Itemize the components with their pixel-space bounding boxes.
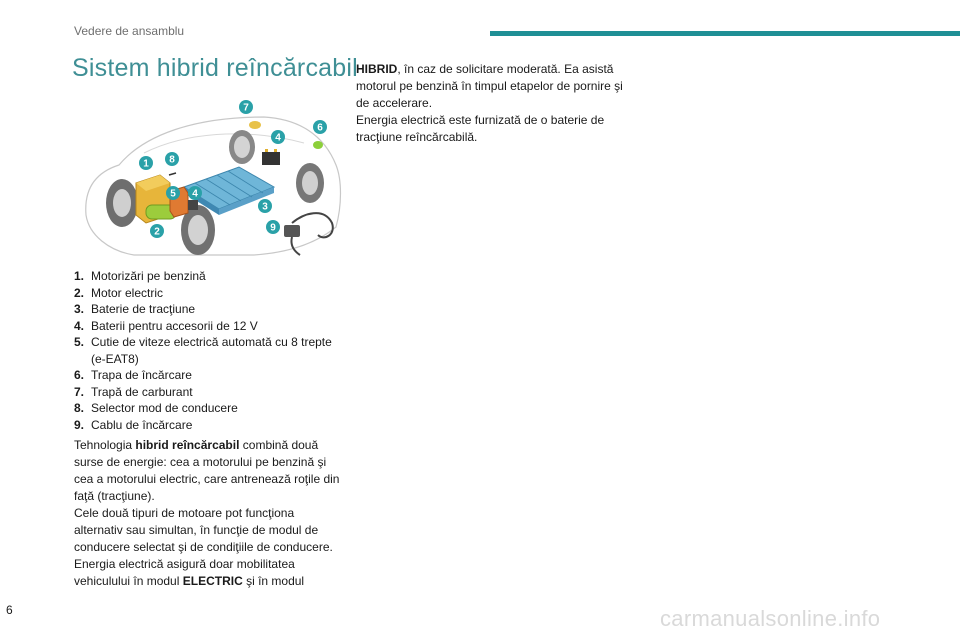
svg-text:6: 6 [317, 122, 323, 134]
callout-6 [313, 120, 327, 134]
section-label: Vedere de ansamblu [74, 24, 185, 38]
legend-number: 1. [74, 269, 85, 283]
svg-text:5: 5 [170, 188, 176, 200]
legend-number: 8. [74, 401, 85, 415]
drive-mode-selector [169, 173, 176, 175]
front-left-wheel [106, 179, 138, 227]
rear-right-wheel [296, 163, 324, 203]
legend-number: 6. [74, 368, 85, 382]
legend-text: Trapă de carburant [91, 384, 193, 399]
legend-number: 3. [74, 302, 85, 316]
body-text-bold: hibrid reîncărcabil [135, 438, 240, 452]
page-title: Sistem hibrid reîncărcabil [72, 54, 358, 82]
legend-item [74, 367, 344, 384]
callout-3 [258, 199, 272, 213]
header-accent-bar [490, 31, 960, 36]
svg-text:8: 8 [169, 154, 175, 166]
legend-item [74, 285, 344, 302]
legend-item [74, 417, 344, 434]
accessory-battery-front [188, 200, 198, 210]
body-text: , în caz de solicitare moderată. Ea asistă motorul pe benzină în timpul etapelor de pornire şi de accelerare. [356, 62, 623, 110]
callout-4-rear [271, 130, 285, 144]
legend-item [74, 268, 344, 285]
legend-number: 5. [74, 335, 85, 349]
accessory-battery-rear [262, 149, 280, 165]
svg-text:4: 4 [275, 132, 281, 144]
svg-text:9: 9 [270, 222, 276, 234]
body-text: Cele două tipuri de motoare pot funcţiona alternativ sau simultan, în funcţie de modul de conducere selectat şi de condiţiile de conducere. [74, 506, 333, 554]
hybrid-system-illustration [74, 95, 344, 263]
legend-item [74, 400, 344, 417]
callout-2 [150, 224, 164, 238]
page-number: 6 [6, 603, 13, 617]
svg-text:7: 7 [243, 102, 249, 114]
body-text-left [74, 437, 346, 590]
legend-text: Cutie de viteze electrică automată cu 8 trepte (e-EAT8) [91, 335, 332, 366]
watermark: carmanualsonline.info [660, 606, 881, 631]
legend-text: Trapa de încărcare [91, 368, 192, 382]
fuel-flap [249, 121, 261, 129]
charging-flap [313, 141, 323, 149]
legend-text: Cablu de încărcare [91, 417, 193, 432]
legend-item [74, 334, 344, 367]
legend-number: 7. [74, 384, 85, 399]
body-text: Energia electrică asigură doar mobilitatea vehiculului în modul [74, 557, 295, 588]
callout-4-front [188, 186, 202, 200]
svg-text:4: 4 [192, 188, 198, 200]
legend-number: 9. [74, 417, 85, 432]
callout-9 [266, 220, 280, 234]
legend-text: Motor electric [91, 285, 164, 300]
body-text: combină două surse de energie: cea a motorului pe benzină şi cea a motorului electric, care antrenează roţile din faţă (tracţiune). [74, 438, 340, 503]
rear-top-wheel [229, 130, 255, 164]
body-text: Tehnologia [74, 438, 136, 452]
component-legend [74, 268, 344, 433]
legend-text: Motorizări pe benzină [91, 269, 206, 283]
callout-1 [139, 156, 153, 170]
legend-item [74, 318, 344, 335]
svg-text:2: 2 [154, 226, 160, 238]
body-text-bold: ELECTRIC [182, 574, 243, 588]
legend-text: Baterie de tracţiune [91, 302, 196, 316]
callout-5 [166, 186, 180, 200]
body-text: şi în modul [242, 574, 305, 588]
svg-text:3: 3 [262, 201, 268, 213]
legend-item [74, 301, 344, 318]
body-text-bold: HIBRID [356, 62, 398, 76]
svg-text:1: 1 [143, 158, 149, 170]
legend-number: 2. [74, 285, 85, 300]
legend-item [74, 384, 344, 401]
legend-text: Baterii pentru accesorii de 12 V [91, 318, 258, 333]
callout-8 [165, 152, 179, 166]
callout-7 [239, 100, 253, 114]
body-text-right [356, 61, 628, 146]
legend-text: Selector mod de conducere [91, 401, 238, 415]
legend-number: 4. [74, 318, 85, 333]
body-text: Energia electrică este furnizată de o baterie de tracţiune reîncărcabilă. [356, 113, 605, 144]
